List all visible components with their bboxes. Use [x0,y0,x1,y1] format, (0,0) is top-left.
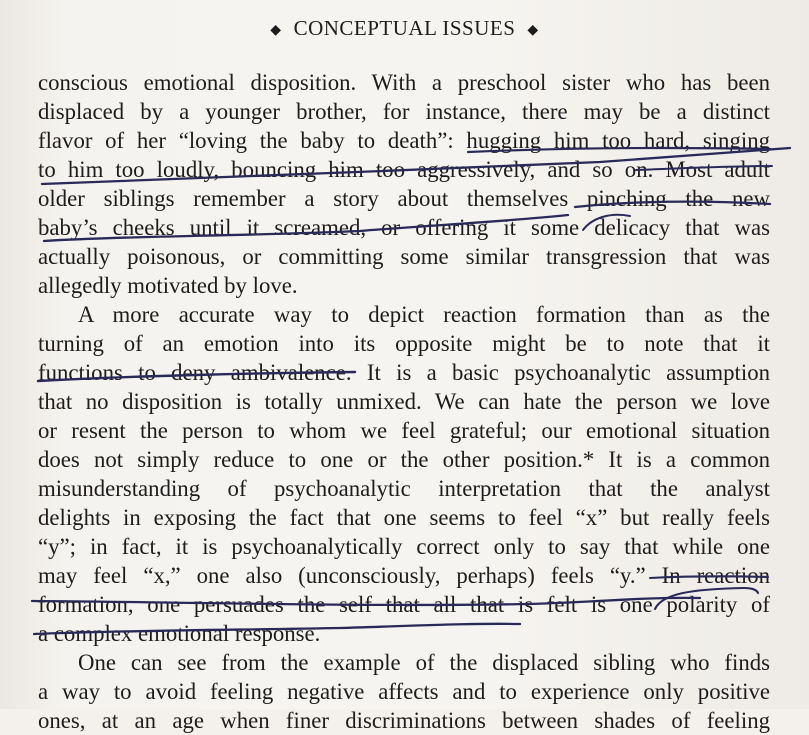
text-line: flavor of her “loving the baby to death”: hugging him too hard, singing [38,128,770,153]
text-line: displaced by a younger brother, for instance, there may be a distinct [38,99,770,124]
text-line: baby’s cheeks until it screamed, or offering it some delicacy that was [38,215,770,240]
text-line: that no disposition is totally unmixed. We can hate the person we love [38,389,770,414]
text-line: older siblings remember a story about themselves pinching the new [38,186,770,211]
left-ornament: ◆ [270,22,282,38]
text-line: “y”; in fact, it is psychoanalytically correct only to say that while one [38,534,770,559]
text-line: functions to deny ambivalence. It is a basic psychoanalytic assumption [38,360,770,385]
text-line: or resent the person to whom we feel grateful; our emotional situation [38,418,770,443]
text-line: One can see from the example of the displaced sibling who finds [78,650,770,675]
text-line: may feel “x,” one also (unconsciously, perhaps) feels “y.” In reaction [38,563,770,588]
text-line: formation, one persuades the self that all that is felt is one polarity of [38,592,770,617]
text-line: allegedly motivated by love. [38,273,298,298]
text-line: a complex emotional response. [38,621,321,646]
text-line: delights in exposing the fact that one seems to feel “x” but really feels [38,505,770,530]
text-line: does not simply reduce to one or the other position.* It is a common [38,447,770,472]
text-line: a way to avoid feeling negative affects and to experience only positive [38,679,770,704]
text-line: A more accurate way to depict reaction formation than as the [78,302,770,327]
text-line: to him too loudly, bouncing him too aggressively, and so on. Most adult [38,157,770,182]
page-body-text [38,68,770,735]
text-line: misunderstanding of psychoanalytic interpretation that the analyst [38,476,770,501]
right-ornament: ◆ [527,22,539,38]
text-line: conscious emotional disposition. With a preschool sister who has been [38,70,770,95]
running-header [0,16,809,41]
text-line: turning of an emotion into its opposite might be to note that it [38,331,770,356]
text-line: ones, at an age when finer discriminations between shades of feeling [38,708,770,733]
header-title: CONCEPTUAL ISSUES [293,16,516,40]
text-line: actually poisonous, or committing some similar transgression that was [38,244,770,269]
